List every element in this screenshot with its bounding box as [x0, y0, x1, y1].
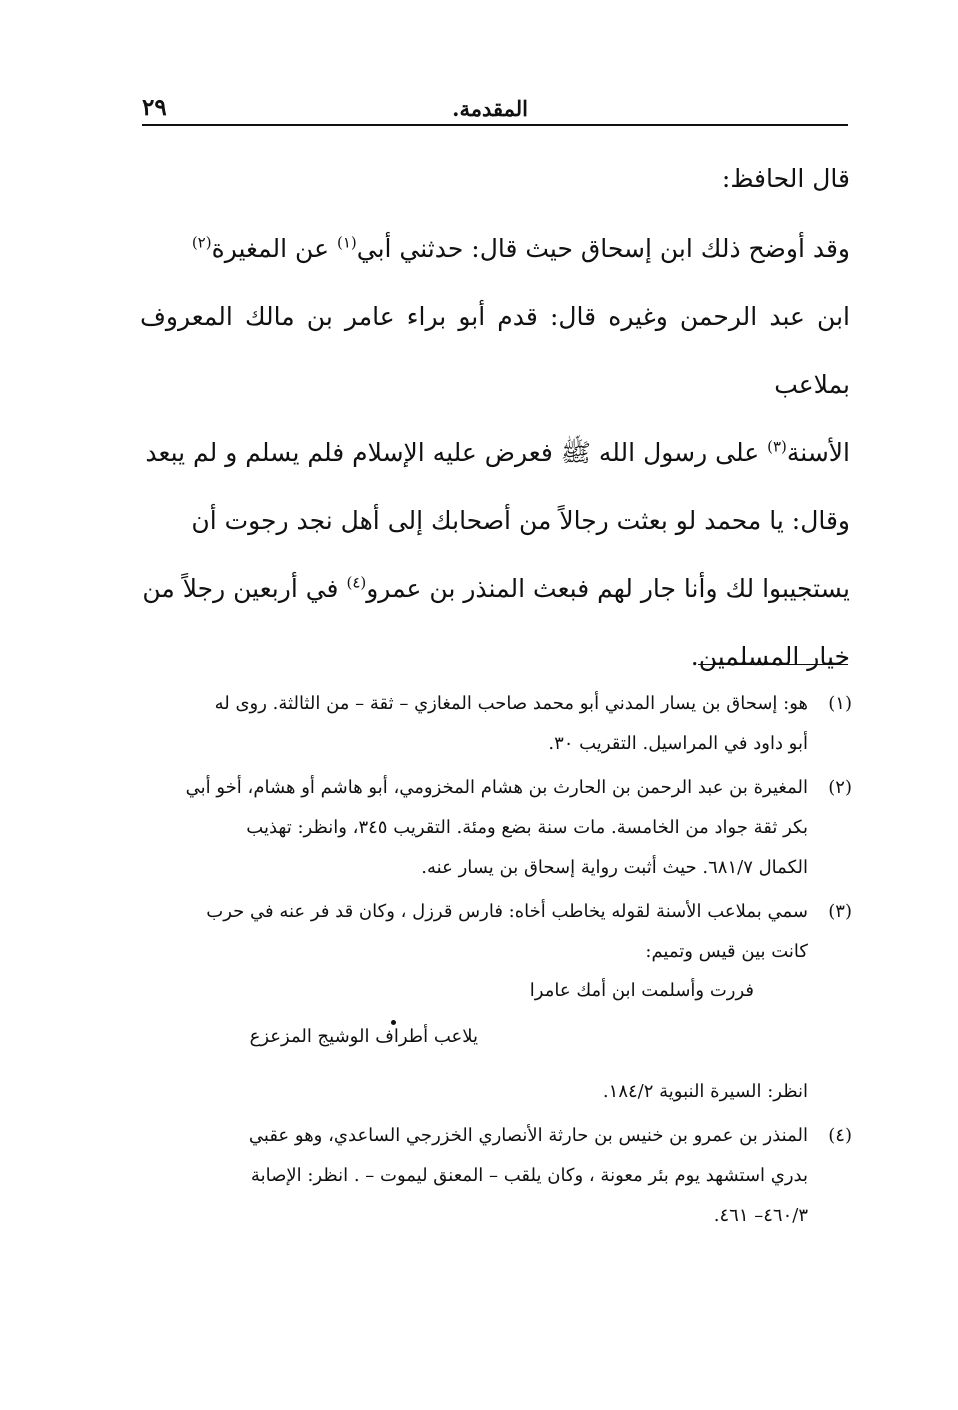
- footnote-ref-3: (٣): [767, 437, 787, 456]
- body-line-5: [140, 555, 850, 623]
- footnote-number: (٣): [828, 901, 852, 922]
- footnote-text: [140, 768, 808, 888]
- footnote-text: [140, 684, 808, 764]
- body-line-2: ابن عبد الرحمن وغيره قال: قدم أبو براء عامر بن مالك المعروف بملاعب: [140, 302, 850, 399]
- body-text: في أربعين رجلاً من: [142, 574, 347, 603]
- footnote-line: المنذر بن عمرو بن خنيس بن حارثة الأنصاري الخزرجي الساعدي، وهو عقبي: [248, 1125, 808, 1146]
- main-text: [140, 145, 850, 691]
- footnote-line: ٤٦٠/٣– ٤٦١.: [713, 1205, 808, 1226]
- body-line-3: [140, 419, 850, 487]
- footnote-number: (٤): [828, 1125, 852, 1146]
- footnote-line: الكمال ٦٨١/٧. حيث أثبت رواية إسحاق بن يسار عنه.: [421, 857, 808, 878]
- intro-line: قال الحافظ:: [721, 164, 850, 193]
- footnote-separator: [698, 664, 848, 665]
- footnote-line: المغيرة بن عبد الرحمن بن الحارث بن هشام المخزومي، أبو هاشم أو هشام، أخو أبي: [185, 777, 808, 798]
- running-header: [142, 94, 848, 124]
- verse-hemistich-1: فررت وأسلمت ابن أمك عامرا: [529, 980, 754, 1001]
- body-text: وقد أوضح ذلك ابن إسحاق حيث قال: حدثني أبي: [356, 234, 850, 263]
- verse-hemistich-2: يلاعب أطراف الوشيج المزعزع: [249, 1026, 478, 1047]
- verse-block: [140, 976, 852, 1072]
- footnote-line: هو: إسحاق بن يسار المدني أبو محمد صاحب المغازي – ثقة – من الثالثة. روى له: [214, 693, 808, 714]
- footnote-4: [140, 1116, 852, 1236]
- footnote-line: سمي بملاعب الأسنة لقوله يخاطب أخاه: فارس قرزل ، وكان قد فر عنه في حرب: [206, 901, 808, 922]
- body-text: يستجيبوا لك وأنا جار لهم فبعث المنذر بن عمرو: [366, 574, 850, 603]
- footnote-line: أبو داود في المراسيل. التقريب ٣٠.: [548, 733, 808, 754]
- header-rule: [142, 124, 848, 126]
- footnote-ref-1: (١): [336, 233, 357, 252]
- footnote-number: (١): [828, 693, 852, 714]
- page-number: ٢٩: [142, 94, 167, 121]
- verse-dot: [391, 1020, 396, 1025]
- body-line-6: خيار المسلمين.: [690, 642, 850, 671]
- body-text: الأسنة: [786, 438, 850, 467]
- footnote-line: كانت بين قيس وتميم:: [645, 941, 808, 962]
- body-line-4: وقال: يا محمد لو بعثت رجالاً من أصحابك إلى أهل نجد رجوت أن: [191, 506, 850, 535]
- footnote-3-reference: انظر: السيرة النبوية ١٨٤/٢.: [602, 1081, 808, 1102]
- chapter-title: المقدمة.: [452, 96, 528, 121]
- footnote-text: [140, 1116, 808, 1236]
- footnote-ref-4: (٤): [346, 573, 367, 592]
- footnote-2: [140, 768, 852, 888]
- footnote-text: [140, 892, 808, 972]
- footnote-ref-2: (٢): [191, 233, 212, 252]
- footnote-3: [140, 892, 852, 972]
- footnote-line: بدري استشهد يوم بئر معونة ، وكان يلقب – المعنق ليموت – . انظر: الإصابة: [250, 1165, 808, 1186]
- body-text: عن المغيرة: [211, 234, 337, 263]
- footnote-number: (٢): [828, 777, 852, 798]
- footnote-1: [140, 684, 852, 764]
- body-line-1: [140, 215, 850, 283]
- body-text: على رسول الله ﷺ فعرض عليه الإسلام فلم يسلم و لم يبعد: [145, 438, 768, 467]
- footnote-line: بكر ثقة جواد من الخامسة. مات سنة بضع ومئة. التقريب ٣٤٥، وانظر: تهذيب: [246, 817, 808, 838]
- footnotes: [140, 684, 852, 1240]
